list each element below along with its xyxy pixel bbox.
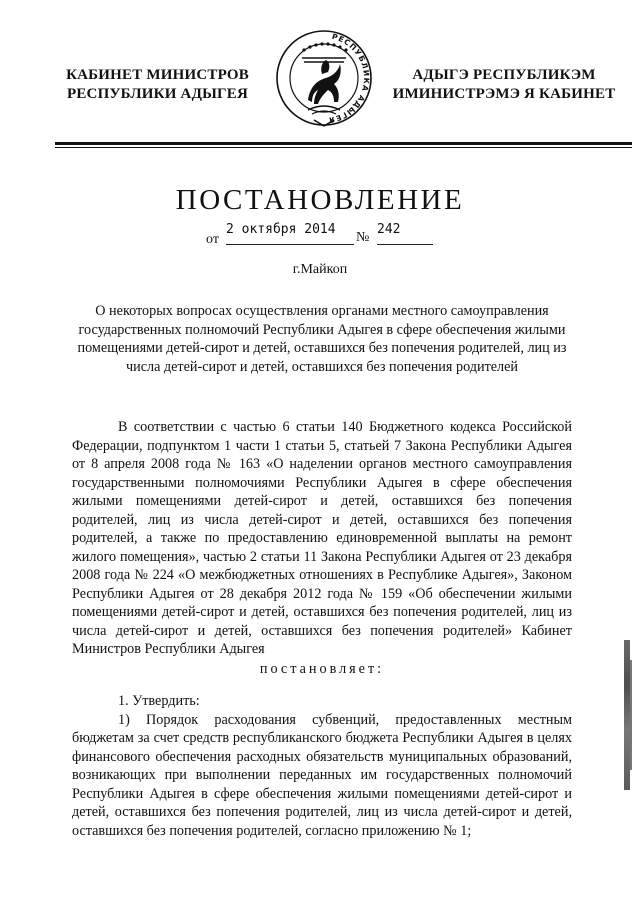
document-subject: О некоторых вопросах осуществления органами местного самоуправления государственных полномочий Республики Адыгея в сфере обеспечения жилыми помещениями детей-сирот и детей, оставшихся без попечения родителей, лиц из числа детей-сирот и детей, оставшихся без попечения родителей bbox=[77, 303, 567, 375]
document-body bbox=[72, 418, 572, 840]
svg-text:РЕСПУБЛИКА АДЫГЕЯ: РЕСПУБЛИКА АДЫГЕЯ bbox=[327, 31, 372, 125]
date-number-row bbox=[0, 222, 640, 248]
number-prefix: № bbox=[356, 230, 370, 245]
document-number: 242 bbox=[377, 222, 433, 245]
header-right-line1: АДЫГЭ РЕСПУБЛИКЭМ bbox=[412, 67, 596, 83]
header-rule-thick bbox=[55, 142, 632, 145]
header-right-line2: ИМИНИСТРЭМЭ Я КАБИНЕТ bbox=[392, 86, 616, 102]
scan-margin-mark-2 bbox=[630, 660, 632, 770]
document-title: ПОСТАНОВЛЕНИЕ bbox=[175, 184, 465, 216]
header-left bbox=[55, 66, 260, 104]
header-left-line2: РЕСПУБЛИКИ АДЫГЕЯ bbox=[66, 86, 249, 102]
preamble-paragraph: В соответствии с частью 6 статьи 140 Бюджетного кодекса Российской Федерации, подпунктом 1 части 1 статьи 5, статьей 7 Закона Республики Адыгея от 8 апреля 2008 года № 163 «О наделении органов местного самоуправления государственными полномочиями Республики Адыгея в сфере обеспечения жилыми помещениями детей-сирот и детей, оставшихся без попечения родителей, лиц из числа детей-сирот и детей, оставшихся без попечения родителей, а также по предоставлению единовременной выплаты на ремонт жилого помещения», частью 2 статьи 11 Закона Республики Адыгея от 23 декабря 2008 года № 224 «О межбюджетных отношениях в Республике Адыгея», Законом Республики Адыгея от 28 декабря 2012 года № 159 «Об обеспечении жилыми помещениями детей-сирот и детей, оставшихся без попечения родителей, лиц из числа детей-сирот и детей, оставшихся без попечения родителей» Кабинет Министров Республики Адыгея bbox=[72, 419, 572, 657]
item-1-1: 1) Порядок расходования субвенций, предоставленных местным бюджетам за счет средств республиканского бюджета Республики Адыгея в целях финансового обеспечения расходных обязательств муниципальных образований, возникающих при выполнении переданных им государственных полномочий Республики Адыгея в сфере обеспечения жилыми помещениями детей-сирот и детей, оставшихся без попечения родителей, лиц из числа детей-сирот и детей, оставшихся без попечения родителей, согласно приложению № 1; bbox=[72, 711, 572, 839]
item-1: 1. Утвердить: bbox=[118, 693, 200, 709]
header-right bbox=[388, 66, 620, 104]
header-rule-thin bbox=[55, 147, 632, 148]
header-left-line1: КАБИНЕТ МИНИСТРОВ bbox=[66, 67, 249, 83]
document-date: 2 октября 2014 bbox=[226, 222, 354, 245]
decree-word: постановляет: bbox=[259, 660, 385, 677]
adygea-coat-of-arms-icon bbox=[274, 28, 374, 134]
date-prefix: от bbox=[206, 232, 219, 247]
city: г.Майкоп bbox=[292, 262, 348, 277]
